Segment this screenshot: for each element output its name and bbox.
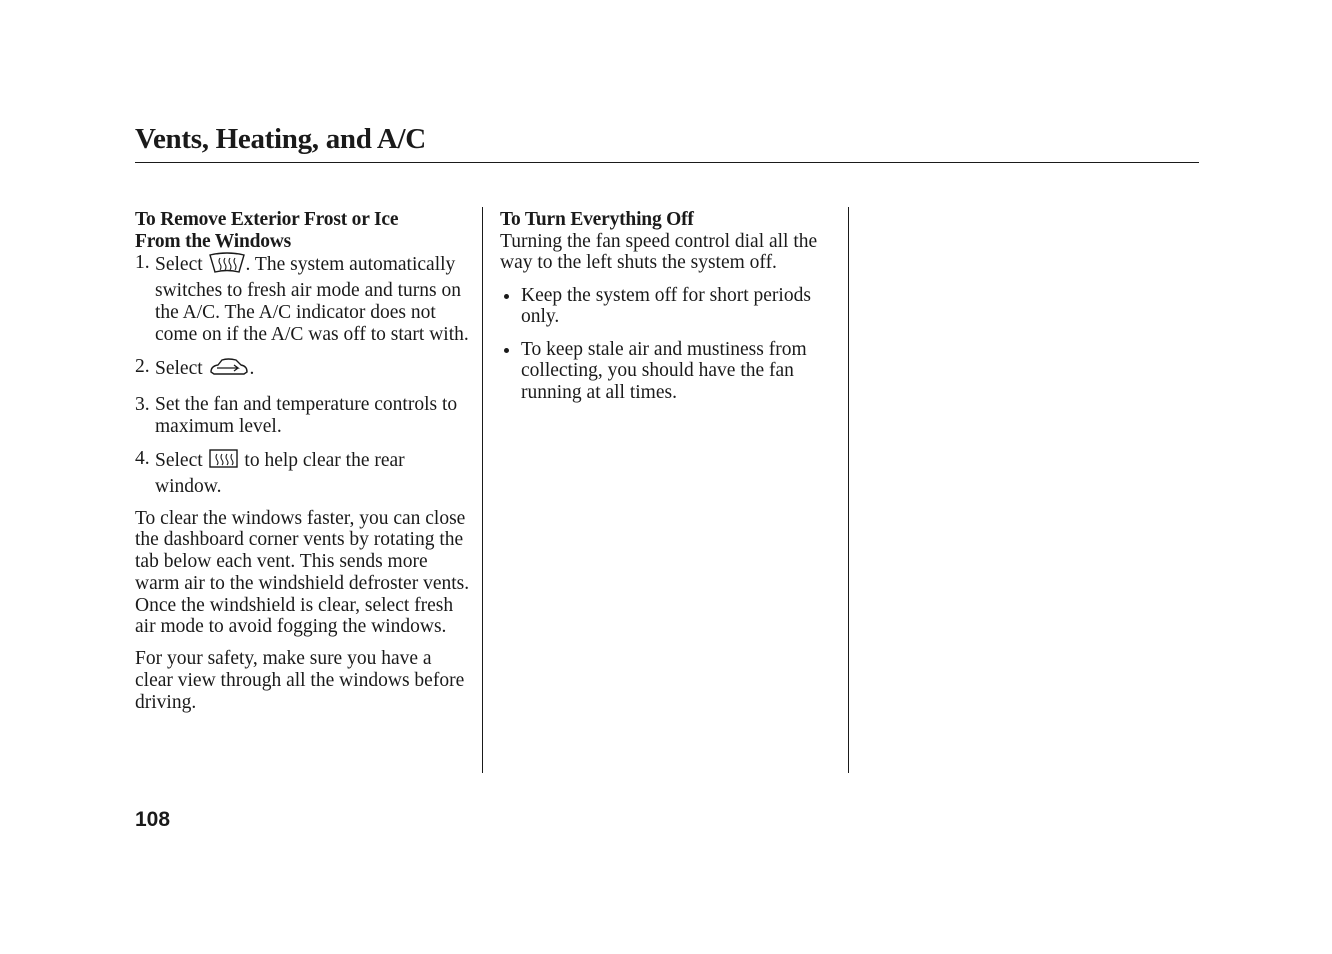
step-3-number: 3. — [135, 393, 150, 415]
turn-off-column — [500, 209, 840, 414]
bullet-item — [500, 285, 840, 328]
step-1-post: . The system automatically switches to fresh air mode and turns on the A/C. The A/C indicator does not come on if the A/C was off to start with. — [155, 254, 469, 345]
column-divider-right — [848, 207, 849, 773]
step-1-number: 1. — [135, 252, 150, 274]
step-4-pre: Select — [155, 449, 208, 471]
frost-heading — [135, 209, 470, 252]
bullet-dot — [504, 294, 509, 299]
page-number: 108 — [135, 808, 171, 831]
step-2-post: . — [249, 357, 255, 379]
step-3 — [135, 394, 470, 437]
step-1 — [135, 252, 470, 345]
turn-off-intro: Turning the fan speed control dial all the way to the left shuts the system off. — [500, 230, 818, 274]
step-2-number: 2. — [135, 355, 150, 377]
step-2 — [135, 356, 470, 384]
bullet-text: To keep stale air and mustiness from collecting, you should have the fan running at all times. — [521, 338, 807, 403]
paragraph-clear-faster: To clear the windows faster, you can close the dashboard corner vents by rotating the tab below each vent. This sends more warm air to the windshield defroster vents. Once the windshield is clear, select fresh air mode to avoid fogging the windows. — [135, 507, 470, 638]
bullet-text: Keep the system off for short periods only. — [521, 284, 811, 328]
column-divider-left — [482, 207, 483, 773]
step-4-post: to help clear the rear window. — [155, 449, 405, 497]
paragraph-safety: For your safety, make sure you have a clear view through all the windows before driving. — [135, 648, 465, 713]
bullet-item — [500, 339, 840, 404]
step-3-text: Set the fan and temperature controls to maximum level. — [155, 393, 458, 437]
frost-steps — [135, 252, 470, 497]
title-rule — [135, 162, 1199, 163]
windshield-defrost-icon — [208, 252, 246, 280]
step-4-number: 4. — [135, 447, 150, 469]
turn-off-heading: To Turn Everything Off — [500, 209, 694, 230]
frost-heading-line-1: To Remove Exterior Frost or Ice — [135, 209, 399, 230]
turn-off-bullets — [500, 285, 840, 404]
rear-defrost-icon — [208, 448, 240, 476]
bullet-dot — [504, 348, 509, 353]
step-2-pre: Select — [155, 357, 208, 379]
page-title: Vents, Heating, and A/C — [135, 123, 426, 155]
step-4 — [135, 448, 470, 497]
step-1-pre: Select — [155, 254, 208, 276]
frost-column — [135, 209, 470, 724]
frost-heading-line-2: From the Windows — [135, 230, 292, 252]
fresh-air-mode-icon — [208, 356, 250, 384]
